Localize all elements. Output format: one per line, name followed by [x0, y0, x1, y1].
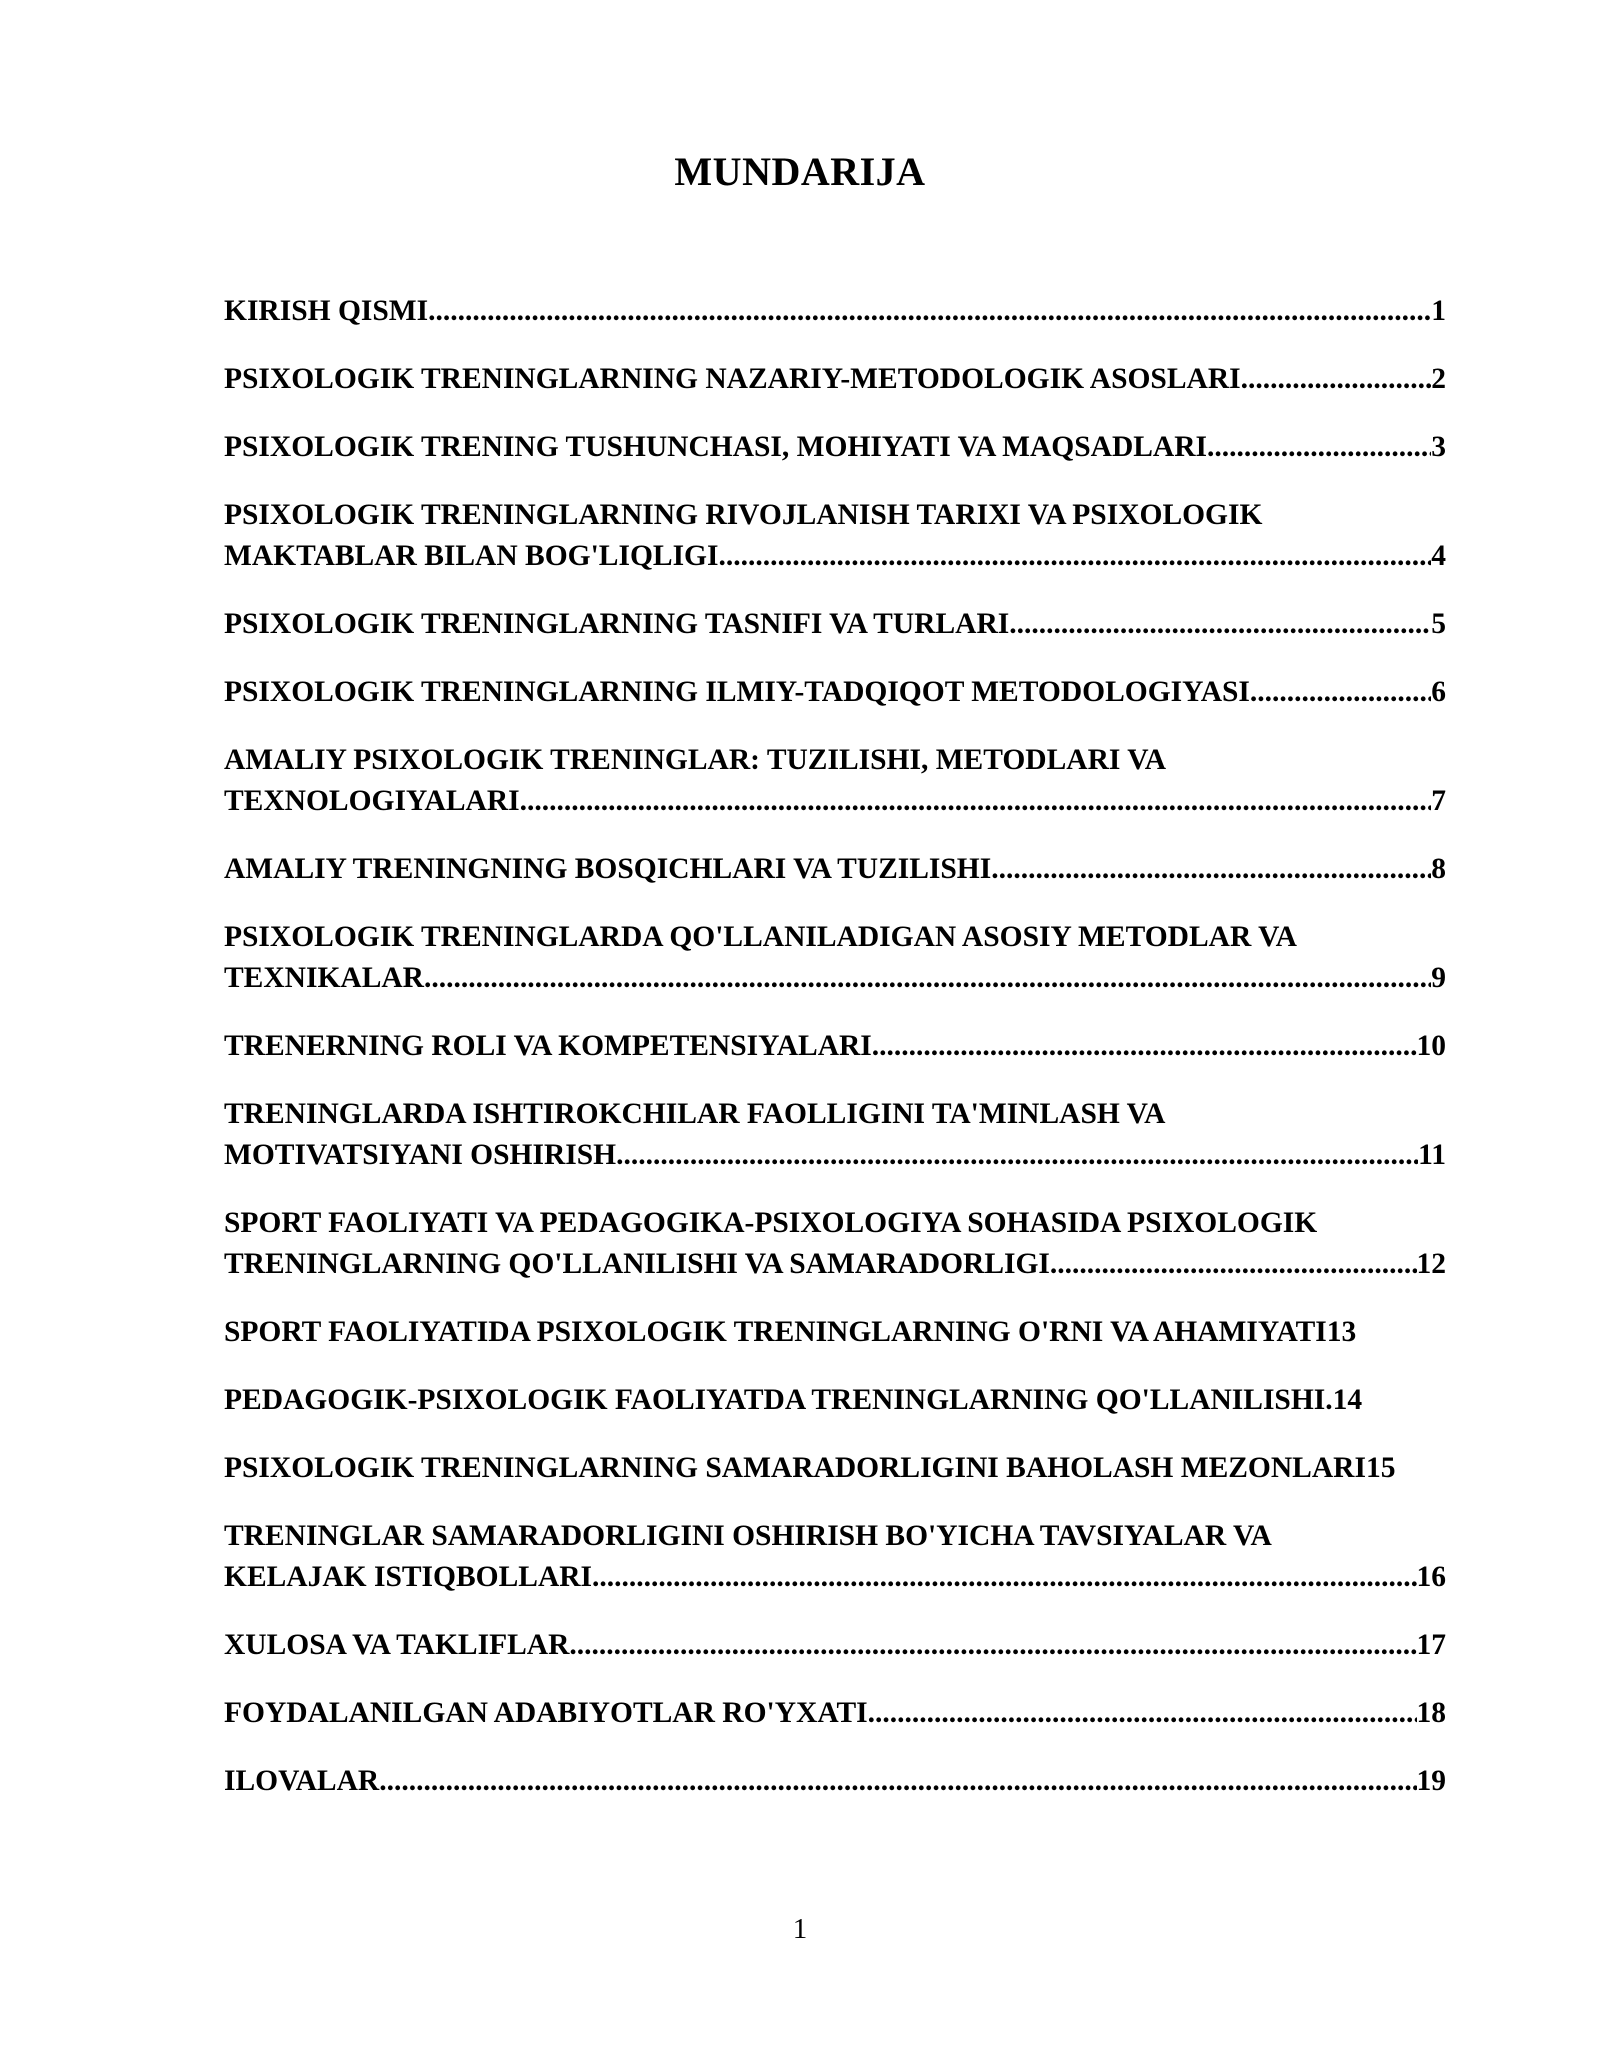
toc-entry[interactable] [224, 740, 1446, 822]
table-of-contents [224, 291, 1446, 1829]
toc-page-number: 18 [1416, 1697, 1446, 1729]
toc-entry-line-final [224, 1557, 1446, 1598]
toc-dot-leader [569, 1625, 1416, 1666]
toc-entry-title: FOYDALANILGAN ADABIYOTLAR RO'YXATI [224, 1697, 868, 1729]
toc-dot-leader [592, 1557, 1416, 1598]
toc-dot-leader [520, 781, 1432, 822]
page-title: MUNDARIJA [674, 149, 926, 194]
toc-entry-title: TRENERNING ROLI VA KOMPETENSIYALARI [224, 1030, 872, 1062]
toc-entry-title: PSIXOLOGIK TRENINGLARNING RIVOJLANISH TARIXI VA PSIXOLOGIK [224, 499, 1263, 531]
toc-entry-line [224, 495, 1446, 536]
toc-entry[interactable] [224, 604, 1446, 645]
toc-entry-title: TRENINGLARDA ISHTIROKCHILAR FAOLLIGINI TA'MINLASH VA [224, 1098, 1166, 1130]
toc-dot-leader [424, 958, 1431, 999]
toc-entry[interactable] [224, 1761, 1446, 1802]
toc-page-number: 14 [1332, 1384, 1363, 1416]
toc-entry-title: PSIXOLOGIK TRENING TUSHUNCHASI, MOHIYATI VA MAQSADLARI [224, 431, 1208, 463]
toc-entry-title: ILOVALAR [224, 1765, 380, 1797]
toc-page-number: 10 [1416, 1030, 1446, 1062]
toc-dot-leader [991, 849, 1431, 890]
toc-page-number: 9 [1431, 962, 1446, 994]
page-number: 1 [792, 1913, 808, 1945]
toc-dot-leader [719, 536, 1432, 577]
toc-entry-title: PSIXOLOGIK TRENINGLARDA QO'LLANILADIGAN ASOSIY METODLAR VA [224, 921, 1297, 953]
toc-page-number: 13 [1326, 1316, 1357, 1348]
toc-entry-title: KIRISH QISMI [224, 295, 429, 327]
toc-dot-leader [868, 1693, 1417, 1734]
toc-dot-leader [1009, 604, 1431, 645]
toc-entry-line-final [224, 359, 1446, 400]
toc-entry-title: PSIXOLOGIK TRENINGLARNING ILMIY-TADQIQOT METODOLOGIYASI [224, 676, 1250, 708]
toc-entry[interactable] [224, 672, 1446, 713]
toc-entry-title: PEDAGOGIK-PSIXOLOGIK FAOLIYATDA TRENINGLARNING QO'LLANILISHI. [224, 1384, 1333, 1416]
toc-entry-title: TEXNIKALAR [224, 962, 424, 994]
toc-entry-title: AMALIY PSIXOLOGIK TRENINGLAR: TUZILISHI, METODLARI VA [224, 744, 1167, 776]
toc-entry-line [224, 1203, 1446, 1244]
toc-entry-title: KELAJAK ISTIQBOLLARI [224, 1561, 593, 1593]
toc-entry-line-final [224, 427, 1446, 468]
toc-entry-line-final [224, 1135, 1446, 1176]
toc-page-number: 2 [1431, 363, 1446, 395]
toc-entry-line-final [224, 291, 1446, 332]
toc-page-number: 7 [1431, 785, 1446, 817]
toc-page-number: 16 [1416, 1561, 1446, 1593]
toc-entry[interactable] [224, 849, 1446, 890]
toc-entry-line-final [224, 1761, 1446, 1802]
toc-page-number: 6 [1431, 676, 1446, 708]
toc-page-number: 8 [1431, 853, 1446, 885]
toc-entry-line-final [224, 1380, 1446, 1421]
toc-entry-title: SPORT FAOLIYATIDA PSIXOLOGIK TRENINGLARNING O'RNI VA AHAMIYATI [224, 1316, 1327, 1348]
toc-entry-line-final [224, 1625, 1446, 1666]
toc-entry-line-final [224, 604, 1446, 645]
toc-dot-leader [428, 291, 1431, 332]
toc-entry-line-final [224, 1026, 1446, 1067]
toc-entry[interactable] [224, 359, 1446, 400]
toc-entry-line-final [224, 849, 1446, 890]
toc-page-number: 1 [1431, 295, 1446, 327]
toc-entry[interactable] [224, 427, 1446, 468]
toc-page-number: 5 [1431, 608, 1446, 640]
toc-entry[interactable] [224, 1026, 1446, 1067]
toc-entry-line-final [224, 1448, 1446, 1489]
toc-entry[interactable] [224, 1516, 1446, 1598]
toc-entry-title: TEXNOLOGIYALARI [224, 785, 520, 817]
toc-entry-line-final [224, 1244, 1446, 1285]
toc-entry[interactable] [224, 1693, 1446, 1734]
toc-entry-title: PSIXOLOGIK TRENINGLARNING SAMARADORLIGINI BAHOLASH MEZONLARI [224, 1452, 1366, 1484]
toc-entry-line [224, 1094, 1446, 1135]
toc-entry-line-final [224, 536, 1446, 577]
toc-entry-title: MAKTABLAR BILAN BOG'LIQLIGI [224, 540, 719, 572]
toc-entry[interactable] [224, 1380, 1446, 1421]
toc-entry-title: PSIXOLOGIK TRENINGLARNING NAZARIY-METODOLOGIK ASOSLARI [224, 363, 1241, 395]
toc-entry-line-final [224, 958, 1446, 999]
toc-dot-leader [1207, 427, 1431, 468]
toc-entry-title: AMALIY TRENINGNING BOSQICHLARI VA TUZILISHI [224, 853, 992, 885]
toc-entry[interactable] [224, 1448, 1446, 1489]
toc-page-number: 3 [1431, 431, 1446, 463]
toc-entry-title: PSIXOLOGIK TRENINGLARNING TASNIFI VA TURLARI [224, 608, 1010, 640]
toc-page-number: 11 [1418, 1139, 1446, 1171]
toc-entry-line-final [224, 781, 1446, 822]
toc-entry[interactable] [224, 495, 1446, 577]
toc-entry-line-final [224, 1312, 1446, 1353]
toc-entry-title: MOTIVATSIYANI OSHIRISH [224, 1139, 617, 1171]
toc-page-number: 12 [1416, 1248, 1446, 1280]
toc-dot-leader [1050, 1244, 1417, 1285]
toc-entry[interactable] [224, 917, 1446, 999]
toc-page-number: 4 [1431, 540, 1446, 572]
toc-entry-line-final [224, 1693, 1446, 1734]
toc-dot-leader [616, 1135, 1418, 1176]
toc-entry-title: XULOSA VA TAKLIFLAR [224, 1629, 570, 1661]
toc-dot-leader [1250, 672, 1431, 713]
toc-page-number: 19 [1416, 1765, 1446, 1797]
toc-dot-leader [1241, 359, 1432, 400]
toc-entry-title: TRENINGLARNING QO'LLANILISHI VA SAMARADORLIGI [224, 1248, 1050, 1280]
toc-page-number: 17 [1416, 1629, 1446, 1661]
toc-entry[interactable] [224, 1094, 1446, 1176]
toc-entry[interactable] [224, 1203, 1446, 1285]
toc-entry[interactable] [224, 1625, 1446, 1666]
toc-dot-leader [379, 1761, 1416, 1802]
toc-entry-title: TRENINGLAR SAMARADORLIGINI OSHIRISH BO'YICHA TAVSIYALAR VA [224, 1520, 1272, 1552]
toc-entry-line [224, 917, 1446, 958]
toc-entry[interactable] [224, 1312, 1446, 1353]
toc-page-number: 15 [1365, 1452, 1396, 1484]
toc-dot-leader [872, 1026, 1417, 1067]
toc-entry-line [224, 740, 1446, 781]
toc-entry-line-final [224, 672, 1446, 713]
toc-entry[interactable] [224, 291, 1446, 332]
toc-entry-line [224, 1516, 1446, 1557]
toc-entry-title: SPORT FAOLIYATI VA PEDAGOGIKA-PSIXOLOGIYA SOHASIDA PSIXOLOGIK [224, 1207, 1318, 1239]
